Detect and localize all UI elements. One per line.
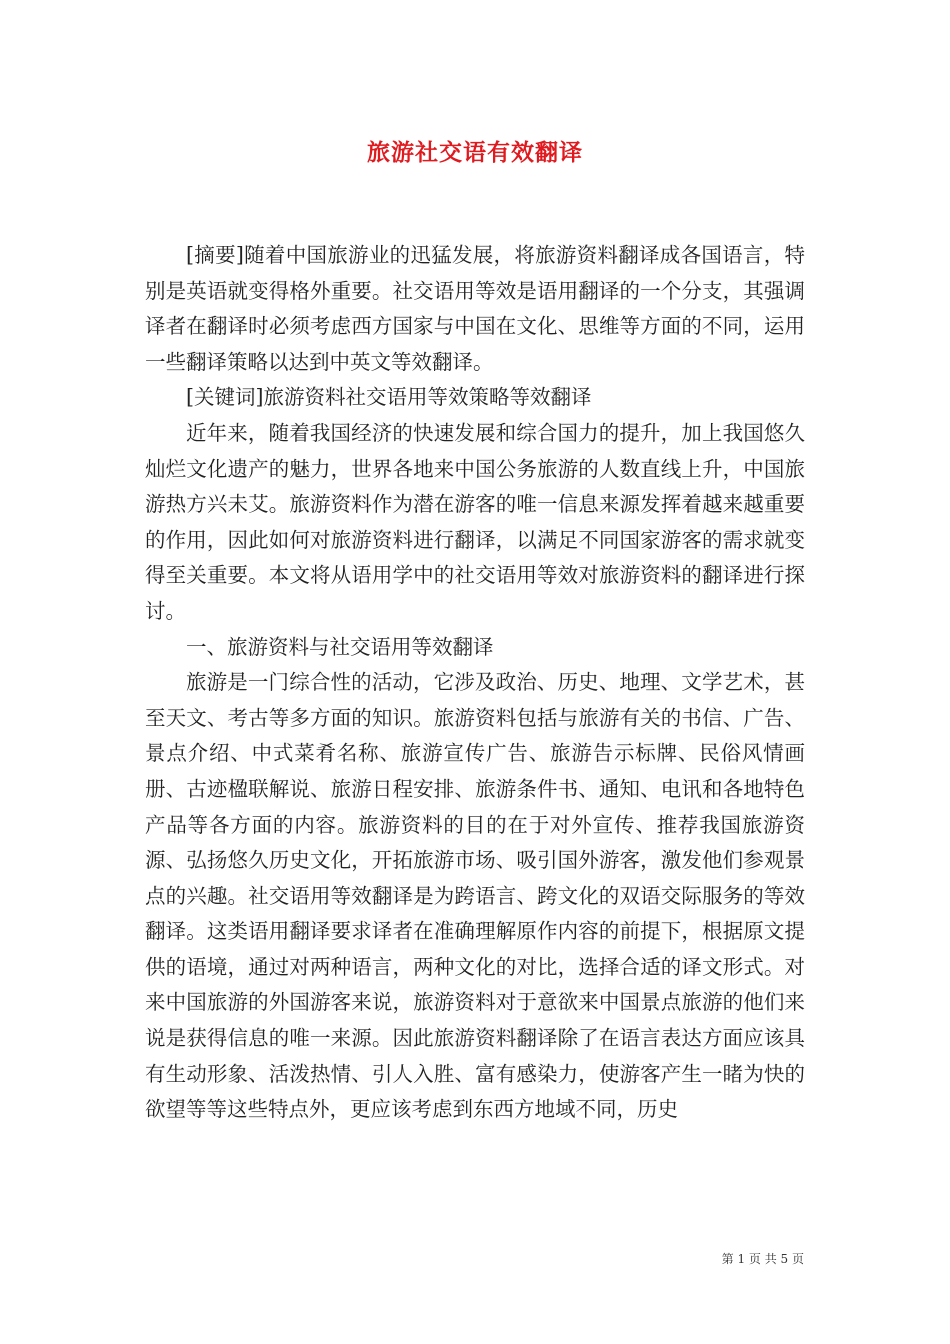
document-body [145, 238, 805, 1128]
document-title: 旅游社交语有效翻译 [367, 139, 583, 166]
keywords-paragraph: [关键词]旅游资料社交语用等效策略等效翻译 [186, 385, 592, 410]
section-heading: 一、旅游资料与社交语用等效翻译 [186, 634, 494, 659]
page-number: 第 1 页 共 5 页 [721, 1252, 804, 1266]
section-paragraph: 旅游是一门综合性的活动，它涉及政治、历史、地理、文学艺术，甚至天文、考古等多方面的知识。旅游资料包括与旅游有关的书信、广告、景点介绍、中式菜肴名称、旅游宣传广告、旅游告示标牌、民俗风情画册、古迹楹联解说、旅游日程安排、旅游条件书、通知、电讯和各地特色产品等各方面的内容。旅游资料的目的在于对外宣传、推荐我国旅游资源、弘扬悠久历史文化，开拓旅游市场、吸引国外游客，激发他们参观景点的兴趣。社交语用等效翻译是为跨语言、跨文化的双语交际服务的等效翻译。这类语用翻译要求译者在准确理解原作内容的前提下，根据原文提供的语境，通过对两种语言，两种文化的对比，选择合适的译文形式。对来中国旅游的外国游客来说，旅游资料对于意欲来中国景点旅游的他们来说是获得信息的唯一来源。因此旅游资料翻译除了在语言表达方面应该具有生动形象、活泼热情、引人入胜、富有感染力，使游客产生一睹为快的欲望等等这些特点外，更应该考虑到东西方地域不同，历史 [145, 670, 805, 1122]
abstract-paragraph: [摘要]随着中国旅游业的迅猛发展，将旅游资料翻译成各国语言，特别是英语就变得格外重要。社交语用等效是语用翻译的一个分支，其强调译者在翻译时必须考虑西方国家与中国在文化、思维等方面的不同，运用一些翻译策略以达到中英文等效翻译。 [145, 243, 805, 374]
intro-paragraph: 近年来，随着我国经济的快速发展和综合国力的提升，加上我国悠久灿烂文化遗产的魅力，世界各地来中国公务旅游的人数直线上升，中国旅游热方兴未艾。旅游资料作为潜在游客的唯一信息来源发挥着越来越重要的作用，因此如何对旅游资料进行翻译，以满足不同国家游客的需求就变得至关重要。本文将从语用学中的社交语用等效对旅游资料的翻译进行探讨。 [145, 420, 805, 623]
